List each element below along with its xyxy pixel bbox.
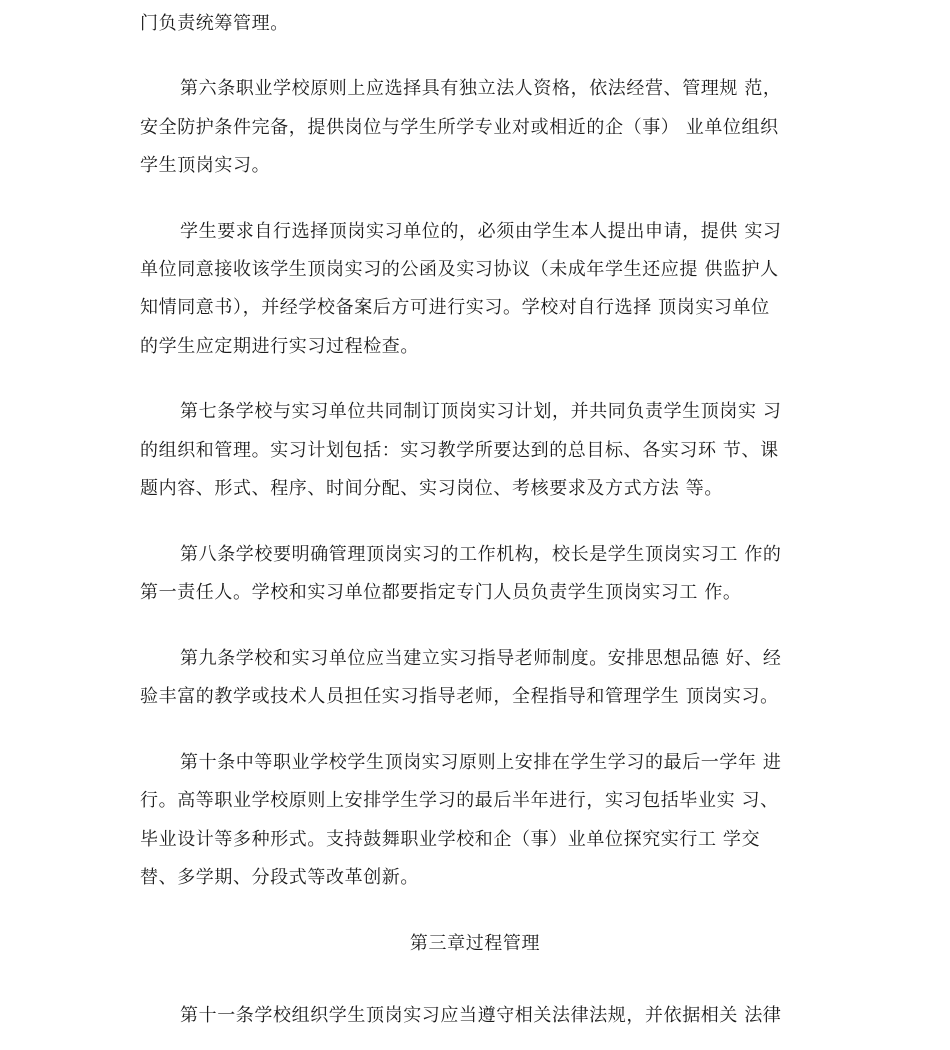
text-line: 单位同意接收该学生顶岗实习的公函及实习协议（未成年学生还应提 供监护人 [140, 259, 779, 280]
text-line: 验丰富的教学或技术人员担任实习指导老师，全程指导和管理学生 顶岗实习。 [140, 686, 779, 707]
text-line: 学生要求自行选择顶岗实习单位的，必须由学生本人提出申请，提供 实习 [180, 221, 782, 242]
text-line: 第九条学校和实习单位应当建立实习指导老师制度。安排思想品德 好、经 [180, 648, 782, 669]
text-line: 学生顶岗实习。 [140, 155, 271, 176]
text-line: 行。高等职业学校原则上安排学生学习的最后半年进行，实习包括毕业实 习、 [140, 790, 779, 811]
text-line: 的组织和管理。实习计划包括：实习教学所要达到的总目标、各实习环 节、课 [140, 440, 779, 461]
text-line: 题内容、形式、程序、时间分配、实习岗位、考核要求及方式方法 等。 [140, 478, 723, 499]
text-line: 的学生应定期进行实习过程检查。 [140, 336, 419, 357]
text-line: 第十条中等职业学校学生顶岗实习原则上安排在学生学习的最后一学年 进 [180, 752, 782, 773]
text-line: 毕业设计等多种形式。支持鼓舞职业学校和企（事）业单位探究实行工 学交 [140, 829, 761, 850]
text-line: 门负责统筹管理。 [140, 13, 289, 34]
text-line: 第十一条学校组织学生顶岗实习应当遵守相关法律法规，并依据相关 法律 [180, 1005, 782, 1026]
text-line: 安全防护条件完备，提供岗位与学生所学专业对或相近的企（事） 业单位组织 [140, 117, 779, 138]
text-line: 第七条学校与实习单位共同制订顶岗实习计划，并共同负责学生顶岗实 习 [180, 401, 782, 422]
text-line: 知情同意书），并经学校备案后方可进行实习。学校对自行选择 顶岗实习单位 [140, 297, 770, 318]
text-line: 第一责任人。学校和实习单位都要指定专门人员负责学生顶岗实习工 作。 [140, 582, 742, 603]
text-line: 替、多学期、分段式等改革创新。 [140, 867, 419, 888]
chapter-heading: 第三章过程管理 [409, 933, 541, 954]
text-line: 第六条职业学校原则上应选择具有独立法人资格，依法经营、管理规 范， [180, 78, 782, 99]
text-line: 第八条学校要明确管理顶岗实习的工作机构，校长是学生顶岗实习工 作的 [180, 544, 782, 565]
